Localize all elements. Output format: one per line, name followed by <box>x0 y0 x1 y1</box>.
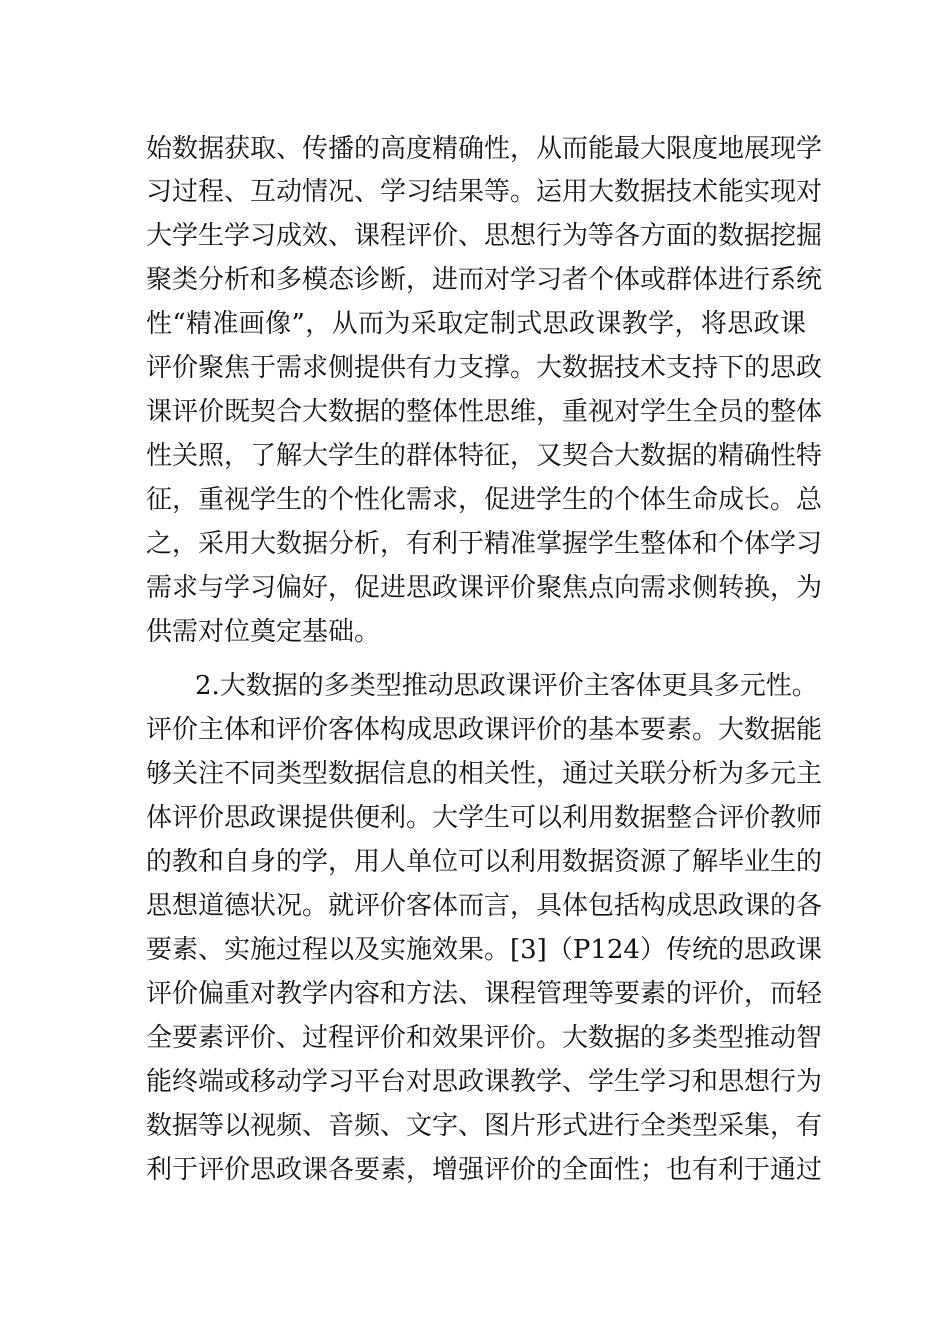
text-line: 大学生学习成效、课程评价、思想行为等各方面的数据挖掘 <box>146 221 823 251</box>
text-line: 能终端或移动学习平台对思政课教学、学生学习和思想行为 <box>146 1067 823 1097</box>
text-line: 数据等以视频、音频、文字、图片形式进行全类型采集，有 <box>146 1111 823 1141</box>
text-line: 征，重视学生的个性化需求，促进学生的个体生命成长。总 <box>146 485 823 515</box>
text-line: 始数据获取、传播的高度精确性，从而能最大限度地展现学 <box>146 134 823 164</box>
text-line: 供需对位奠定基础。 <box>146 617 381 647</box>
text-line: 评价主体和评价客体构成思政课评价的基本要素。大数据能 <box>146 715 823 745</box>
text-line: 的教和自身的学，用人单位可以利用数据资源了解毕业生的 <box>146 847 823 877</box>
text-line: 全要素评价、过程评价和效果评价。大数据的多类型推动智 <box>146 1023 823 1053</box>
text-line: 聚类分析和多模态诊断，进而对学习者个体或群体进行系统 <box>146 265 823 295</box>
text-line: 要素、实施过程以及实施效果。[3]（P124）传统的思政课 <box>146 935 822 965</box>
text-line: 性关照，了解大学生的群体特征，又契合大数据的精确性特 <box>146 441 823 471</box>
text-line: 体评价思政课提供便利。大学生可以利用数据整合评价教师 <box>146 803 823 833</box>
text-line: 之，采用大数据分析，有利于精准掌握学生整体和个体学习 <box>146 529 823 559</box>
text-line: 课评价既契合大数据的整体性思维，重视对学生全员的整体 <box>146 397 823 427</box>
text-line: 够关注不同类型数据信息的相关性，通过关联分析为多元主 <box>146 759 823 789</box>
text-line: 评价偏重对教学内容和方法、课程管理等要素的评价，而轻 <box>146 979 823 1009</box>
text-line: 习过程、互动情况、学习结果等。运用大数据技术能实现对 <box>146 177 823 207</box>
text-line: 评价聚焦于需求侧提供有力支撑。大数据技术支持下的思政 <box>146 353 823 383</box>
text-line: 思想道德状况。就评价客体而言，具体包括构成思政课的各 <box>146 891 823 921</box>
section-heading: 2.大数据的多类型推动思政课评价主客体更具多元性。 <box>195 671 818 701</box>
text-line: 性“精准画像”，从而为采取定制式思政课教学，将思政课 <box>146 309 806 339</box>
text-line: 利于评价思政课各要素，增强评价的全面性；也有利于通过 <box>146 1155 823 1185</box>
text-line: 需求与学习偏好，促进思政课评价聚焦点向需求侧转换，为 <box>146 573 823 603</box>
